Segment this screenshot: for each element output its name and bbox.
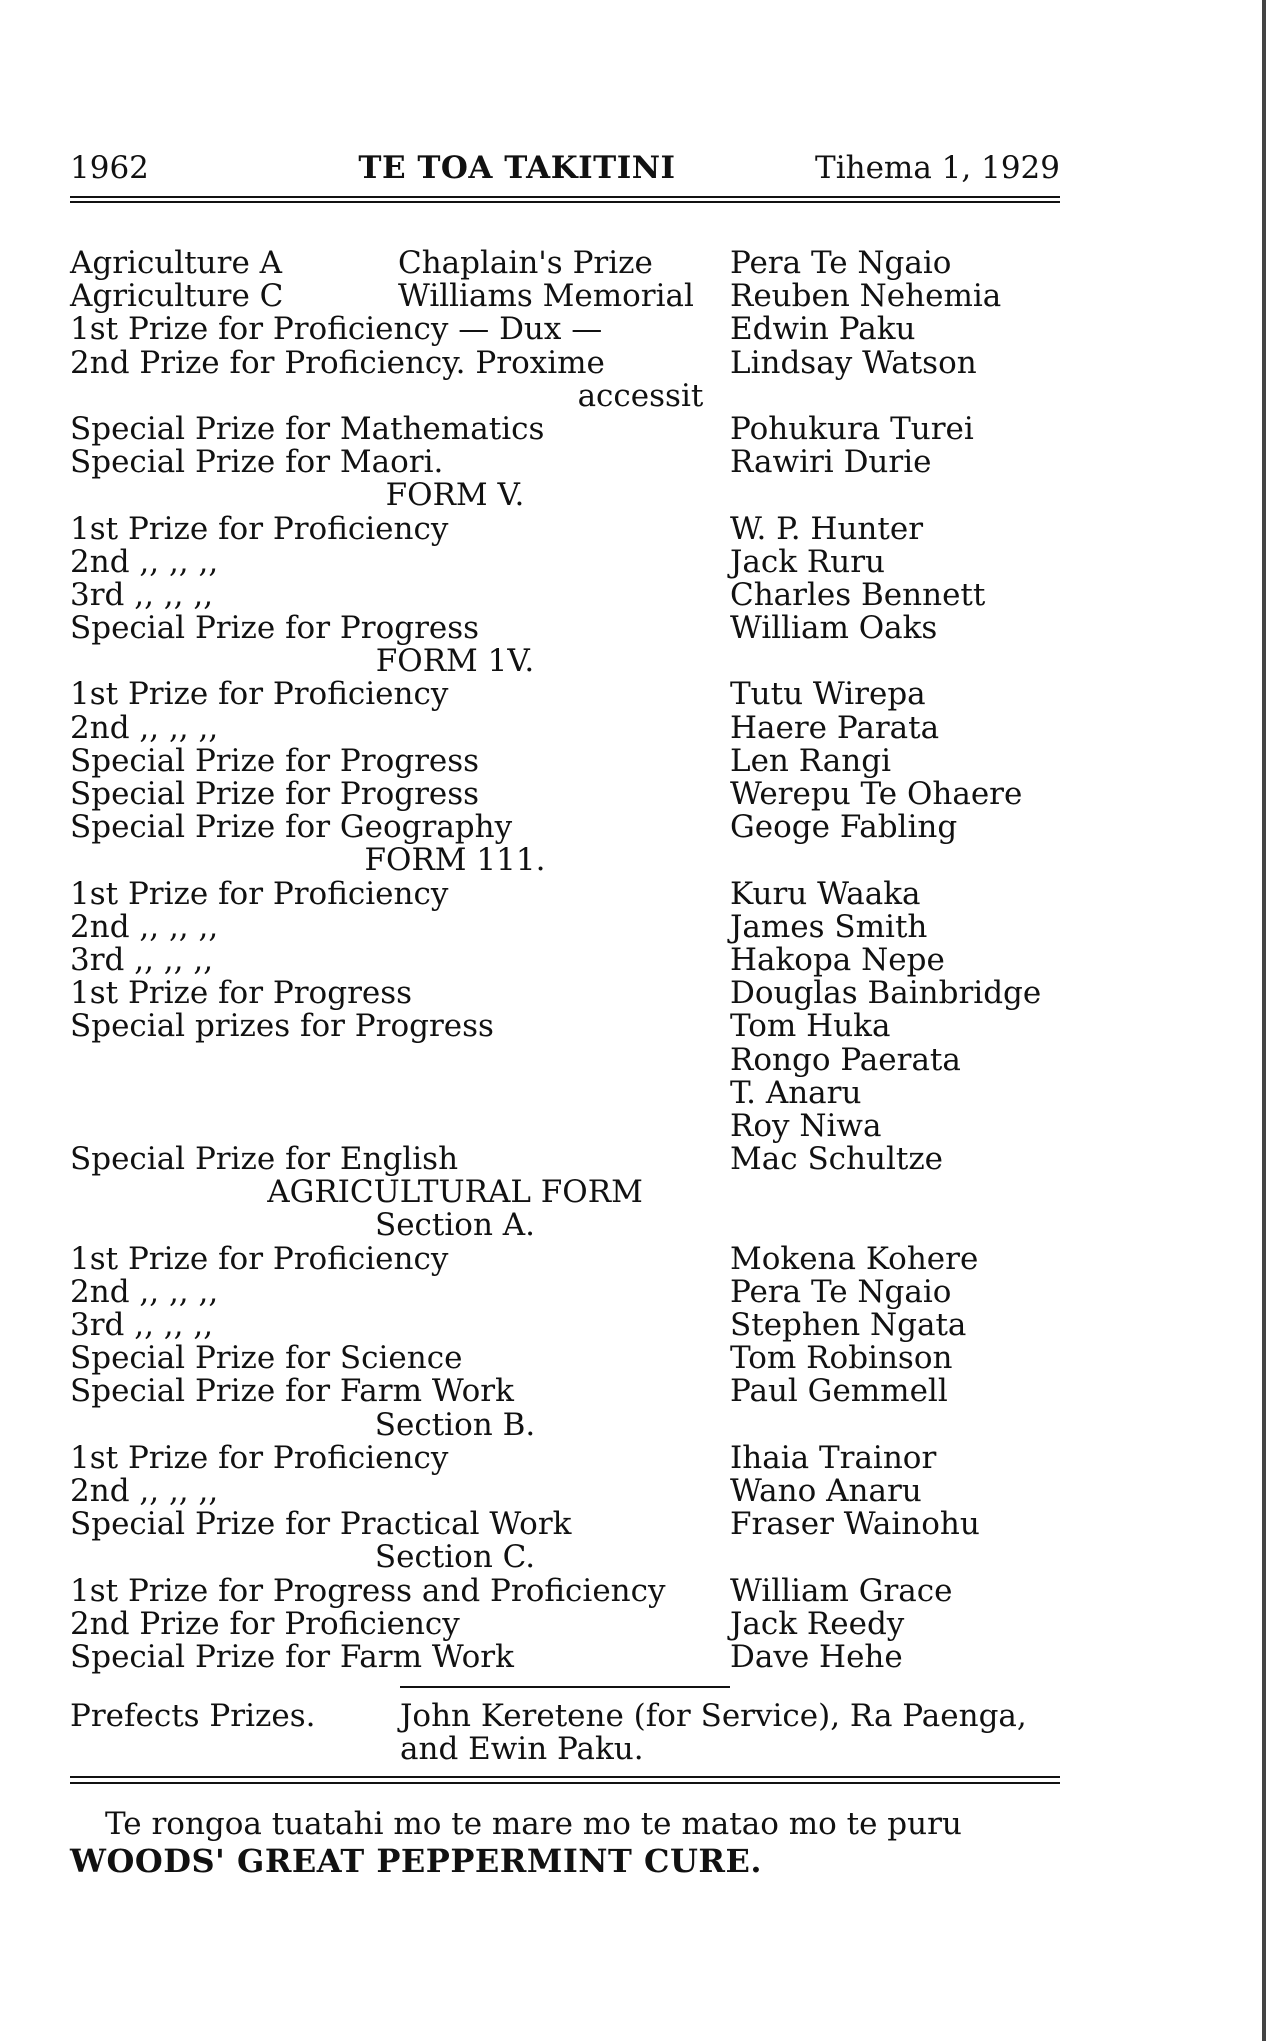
prize-row xyxy=(70,742,1060,779)
recipient-name: Mac Schultze xyxy=(730,1141,944,1178)
prize-name-text: Special Prize for Progress xyxy=(70,742,480,779)
recipient-name xyxy=(743,380,1060,413)
prefects-text xyxy=(400,1700,1060,1766)
prize-name xyxy=(70,977,730,1010)
prize-name-text: Special Prize for Maori. xyxy=(70,444,444,481)
prize-name xyxy=(70,1508,730,1541)
prize-name-text: 1st Prize for Progress xyxy=(70,975,413,1012)
prize-name-text: 1st Prize for Proficiency xyxy=(70,875,449,912)
recipient-name: Pohukura Turei xyxy=(730,410,974,447)
recipient-name: Reuben Nehemia xyxy=(730,278,1002,315)
recipient-name: Tutu Wirepa xyxy=(730,676,926,713)
prize-name-text: Special Prize for Farm Work xyxy=(70,1373,514,1410)
prize-name-text: 1st Prize for Proficiency xyxy=(70,676,449,713)
section-divider xyxy=(400,1686,730,1688)
prize-row xyxy=(70,1309,1060,1342)
recipient-name: Pera Te Ngaio xyxy=(730,1273,952,1310)
prize-row xyxy=(70,977,1060,1010)
prize-row xyxy=(70,1342,1060,1375)
prize-name-text: Special Prize for Progress xyxy=(70,776,480,812)
prize-name xyxy=(70,908,730,945)
prize-name-text: Special Prize for English xyxy=(70,1141,459,1178)
prize-name xyxy=(70,1572,730,1609)
prize-name xyxy=(70,1342,730,1375)
prize-name xyxy=(70,1143,730,1176)
prize-subtitle: Chaplain's Prize xyxy=(398,245,653,281)
recipient-name: Stephen Ngata xyxy=(730,1307,967,1343)
recipient-name: Rawiri Durie xyxy=(730,444,932,481)
prize-name-text: 2nd ,, ,, ,, xyxy=(70,1472,219,1509)
prize-name xyxy=(70,941,730,978)
prize-name-text: 2nd Prize for Proficiency xyxy=(70,1605,460,1642)
header-rule xyxy=(70,196,1060,203)
prize-name-text: 2nd ,, ,, ,, xyxy=(70,543,219,580)
prize-row xyxy=(70,1107,1060,1144)
prize-row xyxy=(70,1472,1060,1509)
recipient-name: Haere Parata xyxy=(730,709,940,746)
recipient-name: Dave Hehe xyxy=(730,1638,903,1675)
prize-name xyxy=(70,1472,730,1509)
prize-name xyxy=(70,811,730,844)
recipient-name: Tom Robinson xyxy=(730,1340,953,1377)
prize-name xyxy=(70,1010,730,1043)
prize-name-text: Special Prize for Geography xyxy=(70,809,513,846)
prize-name xyxy=(70,576,730,613)
prize-name xyxy=(70,1309,730,1342)
prize-name-text: Special Prize for Science xyxy=(70,1340,463,1377)
prize-name xyxy=(70,1044,730,1077)
prize-name xyxy=(70,446,730,479)
recipient-name: Hakopa Nepe xyxy=(730,941,945,978)
prize-row xyxy=(70,1273,1060,1310)
recipient-name: Rongo Paerata xyxy=(730,1041,961,1078)
issue-date: Tihema 1, 1929 xyxy=(815,150,1060,186)
recipient-name: Lindsay Watson xyxy=(730,344,977,381)
prize-row xyxy=(70,410,1060,447)
prize-row xyxy=(70,1572,1060,1609)
page-edge-scan-line xyxy=(1262,0,1266,2041)
prize-row xyxy=(70,543,1060,580)
recipient-name: Charles Bennett xyxy=(730,576,986,613)
recipient-name: Jack Reedy xyxy=(730,1605,905,1642)
prize-row xyxy=(70,446,1060,479)
recipient-name: Roy Niwa xyxy=(730,1107,882,1144)
recipient-name: Tom Huka xyxy=(730,1008,891,1045)
prize-name-text: Special Prize for Practical Work xyxy=(70,1506,572,1543)
section-heading: Section B. xyxy=(374,1406,536,1443)
prize-row xyxy=(70,344,1060,381)
recipient-name: James Smith xyxy=(730,908,928,945)
footer-rule xyxy=(70,1776,1060,1784)
prize-name xyxy=(70,543,730,580)
prize-name xyxy=(70,1240,730,1277)
recipient-name: Wano Anaru xyxy=(730,1472,922,1509)
prize-row xyxy=(70,1041,1060,1078)
advert-line2: WOODS' GREAT PEPPERMINT CURE. xyxy=(70,1842,762,1881)
prize-row xyxy=(70,576,1060,613)
prize-row xyxy=(70,377,1060,414)
prize-name-text: 1st Prize for Progress and Proficiency xyxy=(70,1572,666,1609)
recipient-name: Jack Ruru xyxy=(730,543,885,580)
advertisement xyxy=(70,1806,1060,1880)
prefects-text-line1: John Keretene (for Service), Ra Paenga, xyxy=(400,1698,1027,1735)
prize-row xyxy=(70,908,1060,945)
prize-row xyxy=(70,1010,1060,1043)
prefects-text-line2: and Ewin Paku. xyxy=(400,1731,644,1768)
recipient-name: Edwin Paku xyxy=(730,311,916,348)
prize-list xyxy=(70,247,1060,1674)
recipient-name: Ihaia Trainor xyxy=(730,1439,937,1476)
prize-name xyxy=(70,612,730,645)
prize-name-continued: accessit xyxy=(577,377,704,414)
prize-row xyxy=(70,612,1060,645)
prize-row xyxy=(70,1143,1060,1176)
prize-name-text: 2nd ,, ,, ,, xyxy=(70,709,219,746)
recipient-name: Geoge Fabling xyxy=(730,809,958,846)
prize-row xyxy=(70,875,1060,912)
prize-name xyxy=(70,510,730,547)
section-heading: FORM 111. xyxy=(364,842,546,879)
prize-row xyxy=(70,778,1060,811)
prize-name-text: 2nd ,, ,, ,, xyxy=(70,1273,219,1310)
recipient-name: Pera Te Ngaio xyxy=(730,245,952,281)
prize-name xyxy=(70,709,730,746)
prize-name xyxy=(70,313,730,346)
recipient-name: Paul Gemmell xyxy=(730,1373,948,1410)
publication-title: TE TOA TAKITINI xyxy=(358,150,676,186)
prize-row xyxy=(70,678,1060,711)
recipient-name: William Oaks xyxy=(730,610,938,647)
recipient-name: Werepu Te Ohaere xyxy=(730,776,1023,812)
advert-line1: Te rongoa tuatahi mo te mare mo te matao mo te puru xyxy=(105,1806,962,1843)
prize-row xyxy=(70,1375,1060,1408)
prize-name xyxy=(70,1273,730,1310)
prize-name xyxy=(70,1638,730,1675)
prize-name-text: Special prizes for Progress xyxy=(70,1008,494,1045)
prize-name-text: Special Prize for Progress xyxy=(70,610,480,647)
prize-row xyxy=(70,1605,1060,1642)
prize-row xyxy=(70,1439,1060,1476)
recipient-name: Len Rangi xyxy=(730,742,892,779)
prize-name-text: 3rd ,, ,, ,, xyxy=(70,576,214,613)
prefects-prizes xyxy=(70,1700,1060,1766)
prefects-label: Prefects Prizes. xyxy=(70,1698,316,1735)
section-heading: AGRICULTURAL FORM xyxy=(267,1174,643,1211)
prize-row xyxy=(70,941,1060,978)
prize-name-text: 1st Prize for Proficiency xyxy=(70,510,449,547)
recipient-name: Douglas Bainbridge xyxy=(730,975,1042,1012)
prize-name xyxy=(70,875,730,912)
prize-name-text: 3rd ,, ,, ,, xyxy=(70,1307,214,1343)
prize-name-text: Agriculture C xyxy=(70,278,284,315)
prize-name xyxy=(70,678,730,711)
page-number: 1962 xyxy=(70,150,149,186)
prize-name xyxy=(70,410,730,447)
prize-name-text: 1st Prize for Proficiency xyxy=(70,1240,449,1277)
prize-name xyxy=(70,344,730,381)
prize-name xyxy=(70,247,730,280)
prize-row xyxy=(70,1074,1060,1111)
prize-name xyxy=(70,1077,730,1110)
prize-row xyxy=(70,510,1060,547)
prize-row xyxy=(70,313,1060,346)
recipient-name: William Grace xyxy=(730,1572,953,1609)
prize-name xyxy=(70,778,730,811)
prize-name xyxy=(70,280,730,313)
prize-name-text: 1st Prize for Proficiency xyxy=(70,1439,449,1476)
section-heading: FORM 1V. xyxy=(375,643,535,680)
prize-name-text: 2nd Prize for Proficiency. Proxime xyxy=(70,344,605,381)
recipient-name: T. Anaru xyxy=(730,1074,862,1111)
section-heading: Section A. xyxy=(374,1207,536,1244)
recipient-name: Fraser Wainohu xyxy=(730,1506,980,1543)
prize-row xyxy=(70,811,1060,844)
prize-name-text: Special Prize for Mathematics xyxy=(70,410,545,447)
recipient-name: W. P. Hunter xyxy=(730,510,924,547)
prize-name xyxy=(70,1110,730,1143)
page-header xyxy=(70,150,1060,194)
prize-subtitle: Williams Memorial xyxy=(398,278,694,315)
prize-name xyxy=(70,1605,730,1642)
prize-row xyxy=(70,280,1060,313)
prize-name-text: 2nd ,, ,, ,, xyxy=(70,908,219,945)
section-heading: Section C. xyxy=(374,1539,536,1576)
prize-row xyxy=(70,1638,1060,1675)
prize-name-text: Special Prize for Farm Work xyxy=(70,1638,514,1675)
recipient-name: Mokena Kohere xyxy=(730,1240,979,1277)
prize-name-text: Agriculture A xyxy=(70,245,283,281)
section-heading: FORM V. xyxy=(385,477,525,514)
prize-row xyxy=(70,1240,1060,1277)
prize-name-text: 3rd ,, ,, ,, xyxy=(70,941,214,978)
recipient-name: Kuru Waaka xyxy=(730,875,921,912)
prize-row xyxy=(70,247,1060,280)
prize-name xyxy=(70,1375,730,1408)
prize-name xyxy=(70,742,730,779)
prize-row xyxy=(70,1508,1060,1541)
prize-name-text: 1st Prize for Proficiency — Dux — xyxy=(70,311,603,348)
prize-row xyxy=(70,709,1060,746)
document-page xyxy=(70,150,1060,1880)
prize-name xyxy=(70,1439,730,1476)
